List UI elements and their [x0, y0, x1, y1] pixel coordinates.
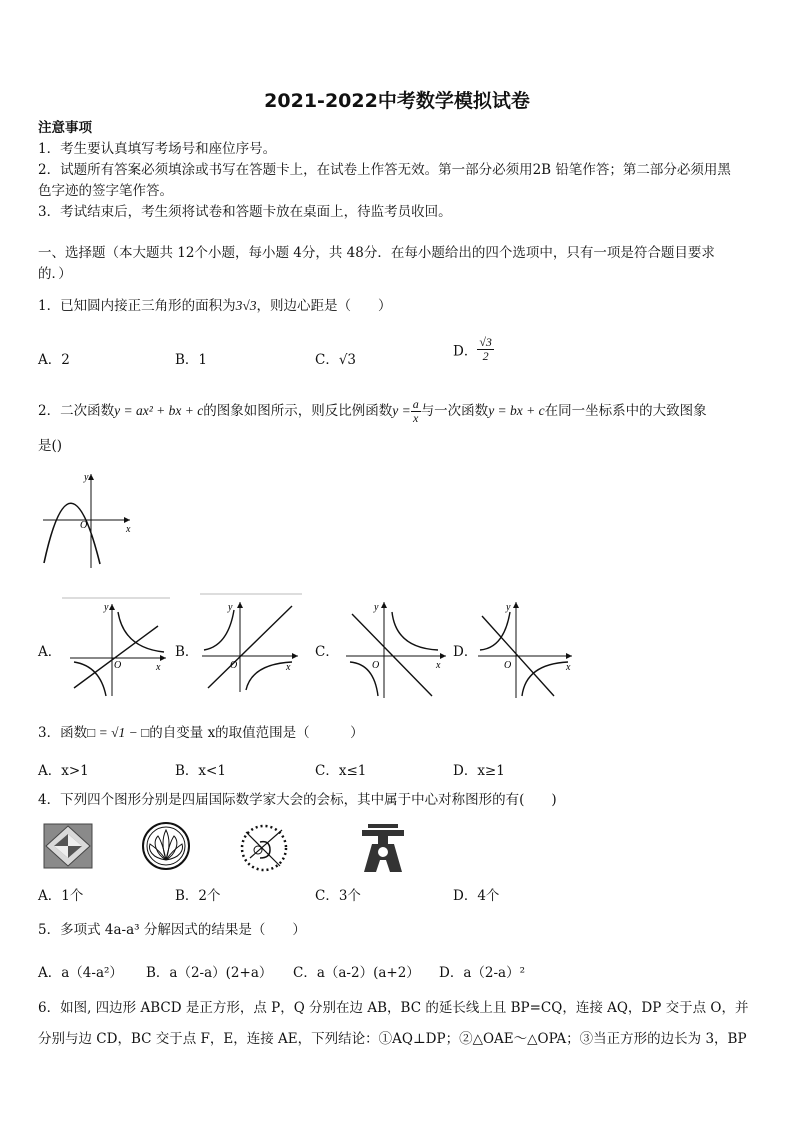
logo-4-icon	[356, 820, 410, 874]
svg-text:x: x	[436, 660, 441, 671]
q2-option-b[interactable]: B．	[175, 644, 199, 660]
q1-option-b[interactable]: B．1	[175, 352, 208, 368]
note-item: 色字迹的签字笔作答。	[38, 183, 173, 199]
q2-graph-a	[62, 596, 172, 698]
q4-option-a[interactable]: A．1个	[38, 888, 84, 904]
y-axis-label: y	[84, 472, 89, 483]
q2-option-c[interactable]: C．	[315, 644, 339, 660]
question-2-stem: 2．二次函数y = ax² + bx + c的图象如图所示，则反比例函数y = $\frac{a}{x}$ 与一次函数y = bx + c在同一坐标系中的大致图象	[38, 397, 707, 425]
question-2-stem-cont: 是()	[38, 438, 63, 454]
q2-graph-c	[342, 598, 450, 700]
logo-3-icon	[236, 818, 294, 876]
section-heading-cont: 的．）	[38, 266, 72, 282]
q4-option-b[interactable]: B．2个	[175, 888, 221, 904]
parabola-figure	[38, 468, 138, 570]
q3-option-c[interactable]: C．x≤1	[315, 763, 367, 779]
svg-text:O: O	[372, 660, 380, 671]
question-1-stem: 1．已知圆内接正三角形的面积为3√3，则边心距是（ ）	[38, 298, 392, 314]
q5-option-b[interactable]: B．a（2-a）(2+a）	[146, 965, 273, 981]
q1-option-d[interactable]: D． $\frac{√3}{2}$	[453, 335, 492, 363]
note-item: 2．试题所有答案必须填涂或书写在答题卡上，在试卷上作答无效。第一部分必须用2B 铅笔作答；第二部分必须用黑	[38, 162, 731, 178]
x-axis-label: x	[126, 524, 131, 535]
q5-option-a[interactable]: A．a（4-a²）	[38, 965, 123, 981]
q2-graph-d	[476, 598, 576, 700]
q2-option-d[interactable]: D．	[453, 644, 478, 660]
logo-2-icon	[140, 820, 192, 872]
svg-text:y: y	[228, 602, 233, 613]
q2-graph-b	[198, 592, 306, 694]
svg-text:O: O	[504, 660, 512, 671]
logo-1-icon	[42, 822, 94, 870]
svg-text:y: y	[374, 602, 379, 613]
question-6-stem: 6．如图, 四边形 ABCD 是正方形，点 P，Q 分别在边 AB，BC 的延长线上且 BP=CQ，连接 AQ，DP 交于点 O，并	[38, 1000, 749, 1016]
q1-option-c[interactable]: C．√3	[315, 352, 357, 368]
q3-option-b[interactable]: B．x<1	[175, 763, 226, 779]
svg-text:O: O	[230, 660, 238, 671]
q1-option-a[interactable]: A．2	[38, 352, 70, 368]
notes-heading: 注意事项	[38, 120, 92, 136]
q4-option-c[interactable]: C．3个	[315, 888, 361, 904]
note-item: 3．考试结束后，考生须将试卷和答题卡放在桌面上，待监考员收回。	[38, 204, 452, 220]
q5-option-d[interactable]: D．a（2-a）²	[439, 965, 525, 981]
question-6-stem-cont: 分别与边 CD，BC 交于点 F，E，连接 AE，下列结论：①AQ⊥DP；②△OAE～△OPA；③当正方形的边长为 3，BP	[38, 1031, 747, 1047]
svg-text:x: x	[286, 662, 291, 673]
origin-label: O	[80, 520, 88, 531]
note-item: 1．考生要认真填写考场号和座位序号。	[38, 141, 277, 157]
svg-text:y: y	[506, 602, 511, 613]
q5-option-c[interactable]: C．a（a-2）(a+2）	[293, 965, 420, 981]
q4-option-d[interactable]: D．4个	[453, 888, 500, 904]
q3-option-d[interactable]: D．x≥1	[453, 763, 505, 779]
svg-text:y: y	[104, 602, 109, 613]
svg-text:x: x	[156, 662, 161, 673]
question-5-stem: 5．多项式 4a-a³ 分解因式的结果是（ ）	[38, 922, 306, 938]
exam-title: 2021-2022中考数学模拟试卷	[264, 90, 530, 112]
svg-text:x: x	[566, 662, 571, 673]
question-4-stem: 4．下列四个图形分别是四届国际数学家大会的会标，其中属于中心对称图形的有( )	[38, 792, 557, 808]
q3-option-a[interactable]: A．x>1	[38, 763, 89, 779]
section-heading: 一、选择题（本大题共 12个小题，每小题 4分，共 48分．在每小题给出的四个选项中，只有一项是符合题目要求	[38, 245, 715, 261]
question-3-stem: 3．函数□ = √1 − □的自变量 x的取值范围是（ ）	[38, 725, 364, 741]
math-expression: 3√3	[235, 298, 257, 313]
svg-text:O: O	[114, 660, 122, 671]
q2-option-a[interactable]: A．	[38, 644, 62, 660]
